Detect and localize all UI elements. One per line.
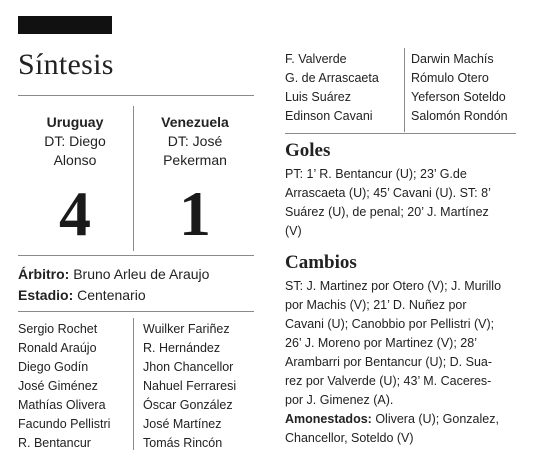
changes-text (285, 277, 530, 448)
list-item: Luis Suárez (285, 90, 352, 104)
list-item: R. Bentancur (18, 436, 91, 450)
list-item: Rómulo Otero (411, 71, 489, 85)
goals-title: Goles (285, 140, 331, 161)
goals-text (285, 165, 530, 241)
changes-line: por J. Gimenez (A). (285, 393, 394, 407)
list-item: José Martínez (143, 417, 222, 431)
list-item: Mathías Olivera (18, 398, 106, 412)
home-lineup-continued (285, 50, 379, 126)
referee-value: Bruno Arleu de Araujo (73, 266, 210, 282)
changes-line: 26’ J. Moreno por Martinez (V); 28’ (285, 336, 477, 350)
changes-line: Arambarri por Bentancur (U); D. Sua- (285, 355, 493, 369)
goals-line: (V) (285, 224, 302, 238)
list-item: Yeferson Soteldo (411, 90, 506, 104)
list-item: José Giménez (18, 379, 98, 393)
list-item: Diego Godín (18, 360, 89, 374)
lineup-divider (133, 318, 134, 450)
list-item: Tomás Rincón (143, 436, 223, 450)
away-lineup-continued (411, 50, 508, 126)
list-item: F. Valverde (285, 52, 347, 66)
goals-line: PT: 1’ R. Bentancur (U); 23’ G.de (285, 167, 467, 181)
changes-line: por Machis (V); 21’ D. Nuñez por (285, 298, 467, 312)
home-team-block (18, 113, 132, 170)
divider (285, 133, 516, 134)
away-team-name: Venezuela (161, 114, 229, 130)
divider (18, 255, 254, 256)
changes-line: ST: J. Martinez por Otero (V); J. Murillo (285, 279, 502, 293)
away-score: 1 (179, 178, 211, 249)
list-item: G. de Arrascaeta (285, 71, 379, 85)
home-team-name: Uruguay (46, 114, 104, 130)
booked-label: Amonestados: (285, 412, 372, 426)
away-coach-line2: Pekerman (163, 152, 227, 168)
away-coach-line1: DT: José (167, 133, 223, 149)
booked-line (285, 410, 530, 429)
list-item: Nahuel Ferraresi (143, 379, 237, 393)
divider (18, 311, 254, 312)
away-team-block (134, 113, 256, 170)
goals-line: Arrascaeta (U); 45’ Cavani (U). ST: 8’ (285, 186, 491, 200)
list-item: Sergio Rochet (18, 322, 98, 336)
stadium-line (18, 285, 146, 305)
changes-title: Cambios (285, 252, 357, 273)
list-item: Ronald Araújo (18, 341, 97, 355)
list-item: Jhon Chancellor (143, 360, 234, 374)
booked-value: Olivera (U); Gonzalez, (375, 412, 499, 426)
referee-label: Árbitro: (18, 266, 70, 282)
goals-line: Suárez (U), de penal; 20’ J. Martínez (285, 205, 489, 219)
changes-line: rez por Valverde (U); 43’ M. Caceres- (285, 374, 492, 388)
section-marker-bar (18, 16, 112, 34)
stadium-label: Estadio: (18, 287, 74, 303)
home-lineup (18, 320, 110, 453)
list-item: R. Hernández (143, 341, 221, 355)
home-score: 4 (59, 178, 91, 249)
list-item: Wuilker Fariñez (143, 322, 230, 336)
list-item: Darwin Machís (411, 52, 494, 66)
list-item: Salomón Rondón (411, 109, 508, 123)
booked-line-2: Chancellor, Soteldo (V) (285, 431, 414, 445)
home-coach-line2: Alonso (53, 152, 97, 168)
list-item: Facundo Pellistri (18, 417, 111, 431)
lineup-cont-divider (404, 48, 405, 132)
home-coach-line1: DT: Diego (44, 133, 106, 149)
section-title: Síntesis (18, 48, 114, 81)
referee-line (18, 264, 209, 284)
away-lineup (143, 320, 236, 453)
stadium-value: Centenario (77, 287, 146, 303)
changes-line: Cavani (U); Canobbio por Pellistri (V); (285, 317, 495, 331)
list-item: Edinson Cavani (285, 109, 373, 123)
list-item: Óscar González (143, 398, 233, 412)
divider (18, 95, 254, 96)
